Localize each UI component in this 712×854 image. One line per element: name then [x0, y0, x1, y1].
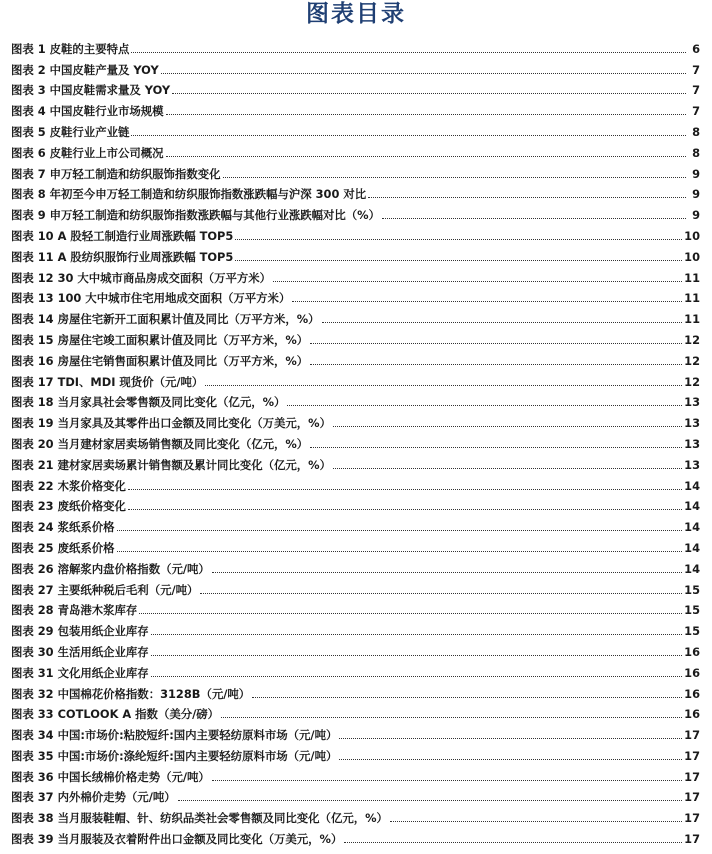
toc-entry[interactable]	[11, 347, 700, 368]
toc-entry-label: 图表 36 中国长绒棉价格走势（元/吨）	[11, 769, 210, 784]
toc-entry-label: 图表 27 主要纸种税后毛利（元/吨）	[11, 582, 199, 597]
toc-entry[interactable]	[11, 409, 700, 430]
toc-entry[interactable]	[11, 576, 700, 597]
toc-entry[interactable]	[11, 326, 700, 347]
toc-entry[interactable]	[11, 763, 700, 784]
toc-entry-label: 图表 2 中国皮鞋产量及 YOY	[11, 62, 159, 77]
dot-leader	[390, 821, 682, 822]
toc-entry-page-number: 11	[684, 312, 700, 327]
dot-leader	[128, 489, 682, 490]
toc-entry-label: 图表 21 建材家居卖场累计销售额及累计同比变化（亿元，%）	[11, 457, 331, 472]
toc-entry-page-number: 6	[692, 41, 700, 56]
toc-entry-page-number: 9	[692, 166, 700, 181]
toc-entry-page-number: 13	[684, 436, 700, 451]
toc-entry-page-number: 17	[684, 811, 700, 826]
toc-entry-page-number: 7	[692, 104, 700, 119]
toc-entry-page-number: 13	[684, 395, 700, 410]
toc-entry[interactable]	[11, 804, 700, 825]
toc-entry-page-number: 10	[684, 228, 700, 243]
dot-leader	[166, 156, 686, 157]
toc-title: 图表目录	[306, 0, 406, 27]
toc-entry[interactable]	[11, 825, 700, 846]
dot-leader	[310, 343, 682, 344]
toc-entry[interactable]	[11, 472, 700, 493]
dot-leader	[339, 738, 682, 739]
toc-entry[interactable]	[11, 35, 700, 56]
toc-entry-page-number: 15	[684, 603, 700, 618]
toc-entry-label: 图表 11 A 股纺织服饰行业周涨跌幅 TOP5	[11, 249, 234, 264]
dot-leader	[368, 197, 686, 198]
toc-entry[interactable]	[11, 389, 700, 410]
toc-entry-page-number: 8	[692, 124, 700, 139]
toc-entry[interactable]	[11, 285, 700, 306]
toc-entry-label: 图表 25 废纸系价格	[11, 540, 115, 555]
toc-entry-page-number: 14	[684, 561, 700, 576]
toc-entry-label: 图表 6 皮鞋行业上市公司概况	[11, 145, 164, 160]
dot-leader	[117, 530, 683, 531]
toc-entry-label: 图表 29 包装用纸企业库存	[11, 624, 149, 639]
dot-leader	[292, 301, 682, 302]
toc-entry-label: 图表 1 皮鞋的主要特点	[11, 41, 130, 56]
toc-entry-label: 图表 23 废纸价格变化	[11, 499, 126, 514]
toc-entry[interactable]	[11, 513, 700, 534]
toc-entry-label: 图表 16 房屋住宅销售面积累计值及同比（万平方米，%）	[11, 353, 309, 368]
toc-entry-label: 图表 17 TDI、MDI 现货价（元/吨）	[11, 374, 204, 389]
toc-entry[interactable]	[11, 160, 700, 181]
toc-entry[interactable]	[11, 597, 700, 618]
toc-entry-label: 图表 34 中国:市场价:粘胶短纤:国内主要轻纺原料市场（元/吨）	[11, 728, 338, 743]
toc-entry-label: 图表 39 当月服装及衣着附件出口金额及同比变化（万美元，%）	[11, 832, 343, 847]
toc-entry-label: 图表 10 A 股轻工制造行业周涨跌幅 TOP5	[11, 228, 234, 243]
toc-entry-label: 图表 26 溶解浆内盘价格指数（元/吨）	[11, 561, 210, 576]
toc-entry[interactable]	[11, 222, 700, 243]
toc-entry-label: 图表 9 申万轻工制造和纺织服饰指数涨跌幅与其他行业涨跌幅对比（%）	[11, 208, 380, 223]
dot-leader	[344, 842, 682, 843]
toc-entry-page-number: 8	[692, 145, 700, 160]
toc-entry-page-number: 10	[684, 249, 700, 264]
toc-entry[interactable]	[11, 721, 700, 742]
dot-leader	[131, 52, 686, 53]
dot-leader	[205, 385, 682, 386]
toc-entry[interactable]	[11, 451, 700, 472]
dot-leader	[117, 551, 683, 552]
dot-leader	[235, 239, 682, 240]
toc-entry-page-number: 11	[684, 291, 700, 306]
toc-entry-page-number: 16	[684, 686, 700, 701]
toc-entry-label: 图表 7 申万轻工制造和纺织服饰指数变化	[11, 166, 221, 181]
toc-entry-label: 图表 37 内外棉价走势（元/吨）	[11, 790, 176, 805]
toc-entry[interactable]	[11, 305, 700, 326]
toc-entry[interactable]	[11, 555, 700, 576]
toc-entry-label: 图表 30 生活用纸企业库存	[11, 644, 149, 659]
toc-entry[interactable]	[11, 493, 700, 514]
toc-entry[interactable]	[11, 97, 700, 118]
toc-entry-page-number: 15	[684, 582, 700, 597]
toc-entry-page-number: 15	[684, 624, 700, 639]
toc-entry-label: 图表 19 当月家具及其零件出口金额及同比变化（万美元，%）	[11, 416, 331, 431]
toc-entry-page-number: 7	[692, 62, 700, 77]
toc-entry-page-number: 17	[684, 790, 700, 805]
toc-entry-page-number: 12	[684, 353, 700, 368]
dot-leader	[178, 800, 683, 801]
toc-entry-page-number: 13	[684, 457, 700, 472]
toc-entry-label: 图表 5 皮鞋行业产业链	[11, 124, 130, 139]
toc-entry-label: 图表 35 中国:市场价:涤纶短纤:国内主要轻纺原料市场（元/吨）	[11, 748, 338, 763]
toc-entry-label: 图表 8 年初至今申万轻工制造和纺织服饰指数涨跌幅与沪深 300 对比	[11, 187, 367, 202]
toc-entry-label: 图表 18 当月家具社会零售额及同比变化（亿元，%）	[11, 395, 286, 410]
dot-leader	[131, 135, 686, 136]
toc-entry[interactable]	[11, 264, 700, 285]
dot-leader	[339, 759, 682, 760]
dot-leader	[128, 509, 682, 510]
dot-leader	[166, 114, 686, 115]
toc-entry[interactable]	[11, 430, 700, 451]
dot-leader	[287, 405, 682, 406]
toc-entry-label: 图表 14 房屋住宅新开工面积累计值及同比（万平方米，%）	[11, 312, 320, 327]
toc-entry-page-number: 9	[692, 187, 700, 202]
dot-leader	[139, 613, 682, 614]
toc-entry-label: 图表 31 文化用纸企业库存	[11, 665, 149, 680]
toc-entry-page-number: 16	[684, 665, 700, 680]
toc-entry-page-number: 12	[684, 374, 700, 389]
dot-leader	[273, 281, 682, 282]
toc-entry[interactable]	[11, 680, 700, 701]
toc-list	[11, 35, 700, 846]
toc-entry-label: 图表 12 30 大中城市商品房成交面积（万平方米）	[11, 270, 272, 285]
dot-leader	[172, 93, 686, 94]
toc-entry-label: 图表 38 当月服装鞋帽、针、纺织品类社会零售额及同比变化（亿元，%）	[11, 811, 388, 826]
toc-entry[interactable]	[11, 243, 700, 264]
toc-entry-label: 图表 22 木浆价格变化	[11, 478, 126, 493]
dot-leader	[221, 717, 682, 718]
toc-entry[interactable]	[11, 118, 700, 139]
toc-entry-page-number: 9	[692, 208, 700, 223]
toc-entry-label: 图表 4 中国皮鞋行业市场规模	[11, 104, 164, 119]
toc-entry[interactable]	[11, 701, 700, 722]
toc-entry-label: 图表 33 COTLOOK A 指数（美分/磅）	[11, 707, 220, 722]
toc-entry[interactable]	[11, 139, 700, 160]
dot-leader	[382, 218, 686, 219]
dot-leader	[212, 780, 682, 781]
toc-entry-label: 图表 3 中国皮鞋需求量及 YOY	[11, 83, 171, 98]
dot-leader	[200, 593, 682, 594]
toc-entry-page-number: 13	[684, 416, 700, 431]
toc-entry-page-number: 14	[684, 499, 700, 514]
dot-leader	[151, 676, 682, 677]
toc-entry-page-number: 17	[684, 769, 700, 784]
toc-entry[interactable]	[11, 784, 700, 805]
toc-entry-page-number: 7	[692, 83, 700, 98]
toc-entry[interactable]	[11, 368, 700, 389]
toc-entry-label: 图表 24 浆纸系价格	[11, 520, 115, 535]
toc-entry-page-number: 16	[684, 707, 700, 722]
toc-entry-label: 图表 28 青岛港木浆库存	[11, 603, 138, 618]
toc-entry-label: 图表 13 100 大中城市住宅用地成交面积（万平方米）	[11, 291, 291, 306]
dot-leader	[235, 260, 682, 261]
toc-entry-page-number: 12	[684, 332, 700, 347]
dot-leader	[212, 572, 682, 573]
toc-entry[interactable]	[11, 534, 700, 555]
toc-entry-label: 图表 20 当月建材家居卖场销售额及同比变化（亿元，%）	[11, 436, 309, 451]
toc-entry[interactable]	[11, 56, 700, 77]
dot-leader	[151, 634, 682, 635]
toc-entry-page-number: 14	[684, 478, 700, 493]
toc-entry-page-number: 14	[684, 520, 700, 535]
dot-leader	[151, 655, 682, 656]
toc-entry[interactable]	[11, 638, 700, 659]
toc-entry-label: 图表 32 中国棉花价格指数：3128B（元/吨）	[11, 686, 251, 701]
toc-entry-page-number: 17	[684, 748, 700, 763]
toc-entry[interactable]	[11, 181, 700, 202]
toc-entry-page-number: 17	[684, 728, 700, 743]
toc-entry-page-number: 11	[684, 270, 700, 285]
dot-leader	[161, 73, 686, 74]
toc-entry-page-number: 16	[684, 644, 700, 659]
toc-entry-label: 图表 15 房屋住宅竣工面积累计值及同比（万平方米，%）	[11, 332, 309, 347]
toc-entry-page-number: 14	[684, 540, 700, 555]
toc-entry-page-number: 17	[684, 832, 700, 847]
dot-leader	[322, 322, 683, 323]
toc-entry[interactable]	[11, 659, 700, 680]
dot-leader	[310, 447, 682, 448]
toc-entry[interactable]	[11, 617, 700, 638]
dot-leader	[333, 468, 682, 469]
toc-entry[interactable]	[11, 742, 700, 763]
toc-entry[interactable]	[11, 77, 700, 98]
dot-leader	[223, 177, 687, 178]
toc-entry[interactable]	[11, 201, 700, 222]
dot-leader	[252, 697, 682, 698]
dot-leader	[333, 426, 682, 427]
dot-leader	[310, 364, 682, 365]
